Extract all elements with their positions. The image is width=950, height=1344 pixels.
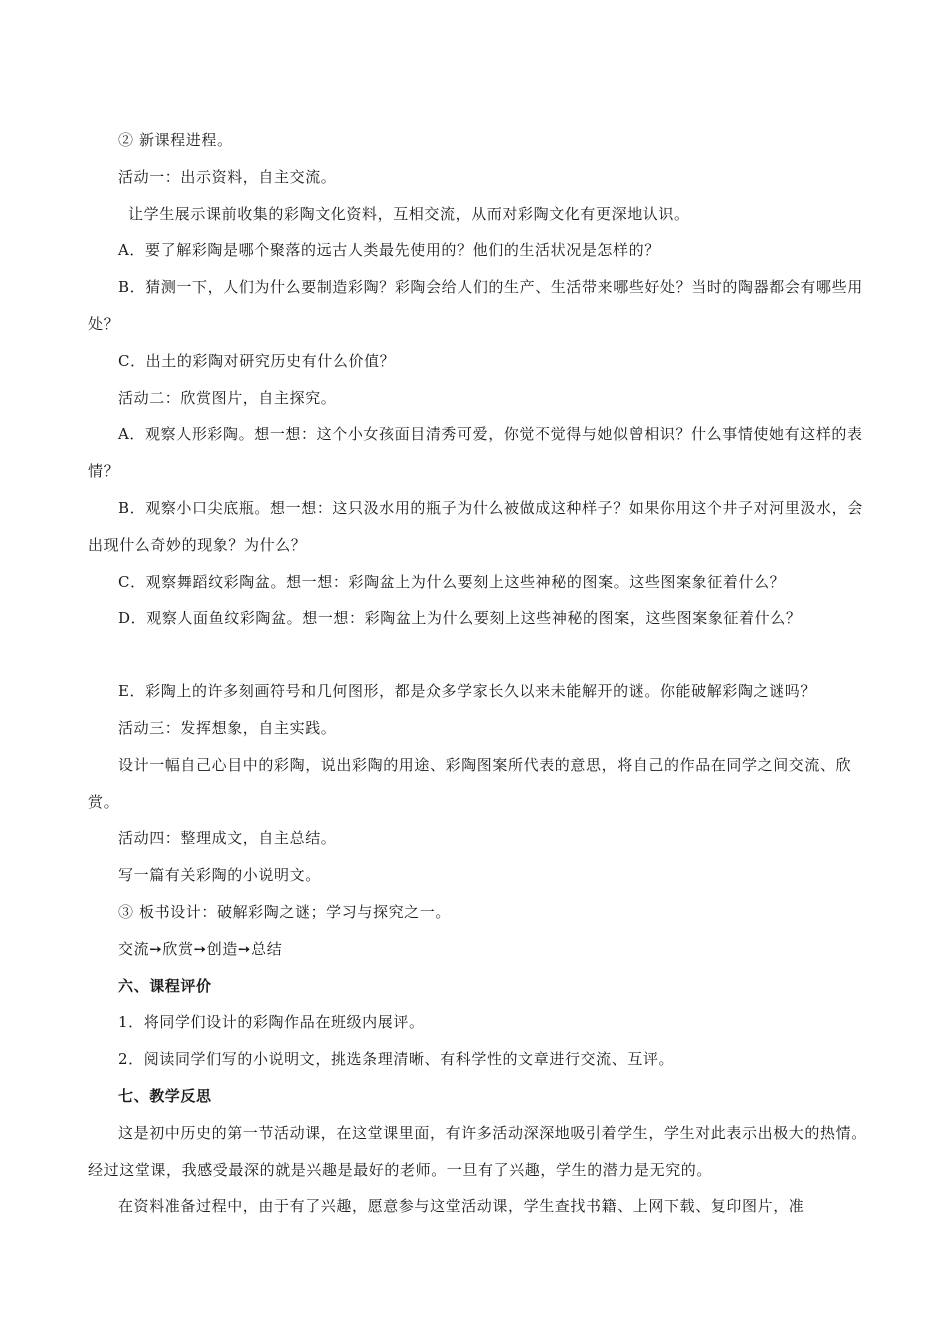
flow-line: 交流➙欣赏➙创造➙总结	[118, 939, 283, 958]
section-heading-evaluation: 六、课程评价	[118, 976, 212, 995]
paragraph: 写一篇有关彩陶的小说明文。	[118, 866, 321, 885]
observe-b: B．观察小口尖底瓶。想一想：这只汲水用的瓶子为什么被做成这种样子？如果你用这个井子对河里汲水，会出现什么奇妙的现象？为什么？	[88, 498, 863, 554]
observe-d: D．观察人面鱼纹彩陶盆。想一想：彩陶盆上为什么要刻上这些神秘的图案，这些图案象征着什么？	[118, 609, 802, 628]
reflection-paragraph: 这是初中历史的第一节活动课，在这堂课里面，有许多活动深深地吸引着学生，学生对此表示出极大的热情。经过这堂课，我感受最深的就是兴趣是最好的老师。一旦有了兴趣，学生的潜力是无究的。	[88, 1123, 867, 1179]
question-c: C．出土的彩陶对研究历史有什么价值？	[118, 351, 396, 370]
activity-one-title: 活动一：出示资料，自主交流。	[118, 167, 337, 186]
paragraph: 设计一幅自己心目中的彩陶，说出彩陶的用途、彩陶图案所代表的意思，将自己的作品在同学之间交流、欣赏。	[88, 755, 852, 811]
observe-e: E．彩陶上的许多刻画符号和几何图形，都是众多学家长久以来未能解开的谜。你能破解彩陶之谜吗？	[118, 682, 816, 701]
question-a: A．要了解彩陶是哪个聚落的远古人类最先使用的？他们的生活状况是怎样的？	[118, 241, 660, 260]
activity-four-title: 活动四：整理成文，自主总结。	[118, 829, 337, 848]
observe-c: C．观察舞蹈纹彩陶盆。想一想：彩陶盆上为什么要刻上这些神秘的图案。这些图案象征着什么？	[118, 572, 786, 591]
activity-three-title: 活动三：发挥想象，自主实践。	[118, 718, 337, 737]
document-body	[88, 122, 868, 1225]
question-b: B．猜测一下，人们为什么要制造彩陶？彩陶会给人们的生产、生活带来哪些好处？当时的陶器都会有哪些用处？	[88, 278, 863, 333]
board-design: ③ 板书设计：破解彩陶之谜；学习与探究之一。	[118, 902, 451, 921]
observe-a: A．观察人形彩陶。想一想：这个小女孩面目清秀可爱，你觉不觉得与她似曾相识？什么事情使她有这样的表情？	[88, 425, 863, 481]
paragraph: 让学生展示课前收集的彩陶文化资料，互相交流，从而对彩陶文化有更深地认识。	[128, 204, 690, 223]
blank-line	[88, 637, 868, 673]
evaluation-item-2: 2．阅读同学们写的小说明文，挑选条理清晰、有科学性的文章进行交流、互评。	[118, 1050, 675, 1069]
activity-two-title: 活动二：欣赏图片，自主探究。	[118, 388, 337, 407]
reflection-paragraph: 在资料准备过程中，由于有了兴趣，愿意参与这堂活动课，学生查找书籍、上网下载、复印图片，准	[118, 1197, 805, 1216]
section-heading-reflection: 七、教学反思	[118, 1086, 212, 1105]
evaluation-item-1: 1．将同学们设计的彩陶作品在班级内展评。	[118, 1013, 425, 1032]
section-step-heading: ② 新课程进程。	[118, 131, 233, 149]
